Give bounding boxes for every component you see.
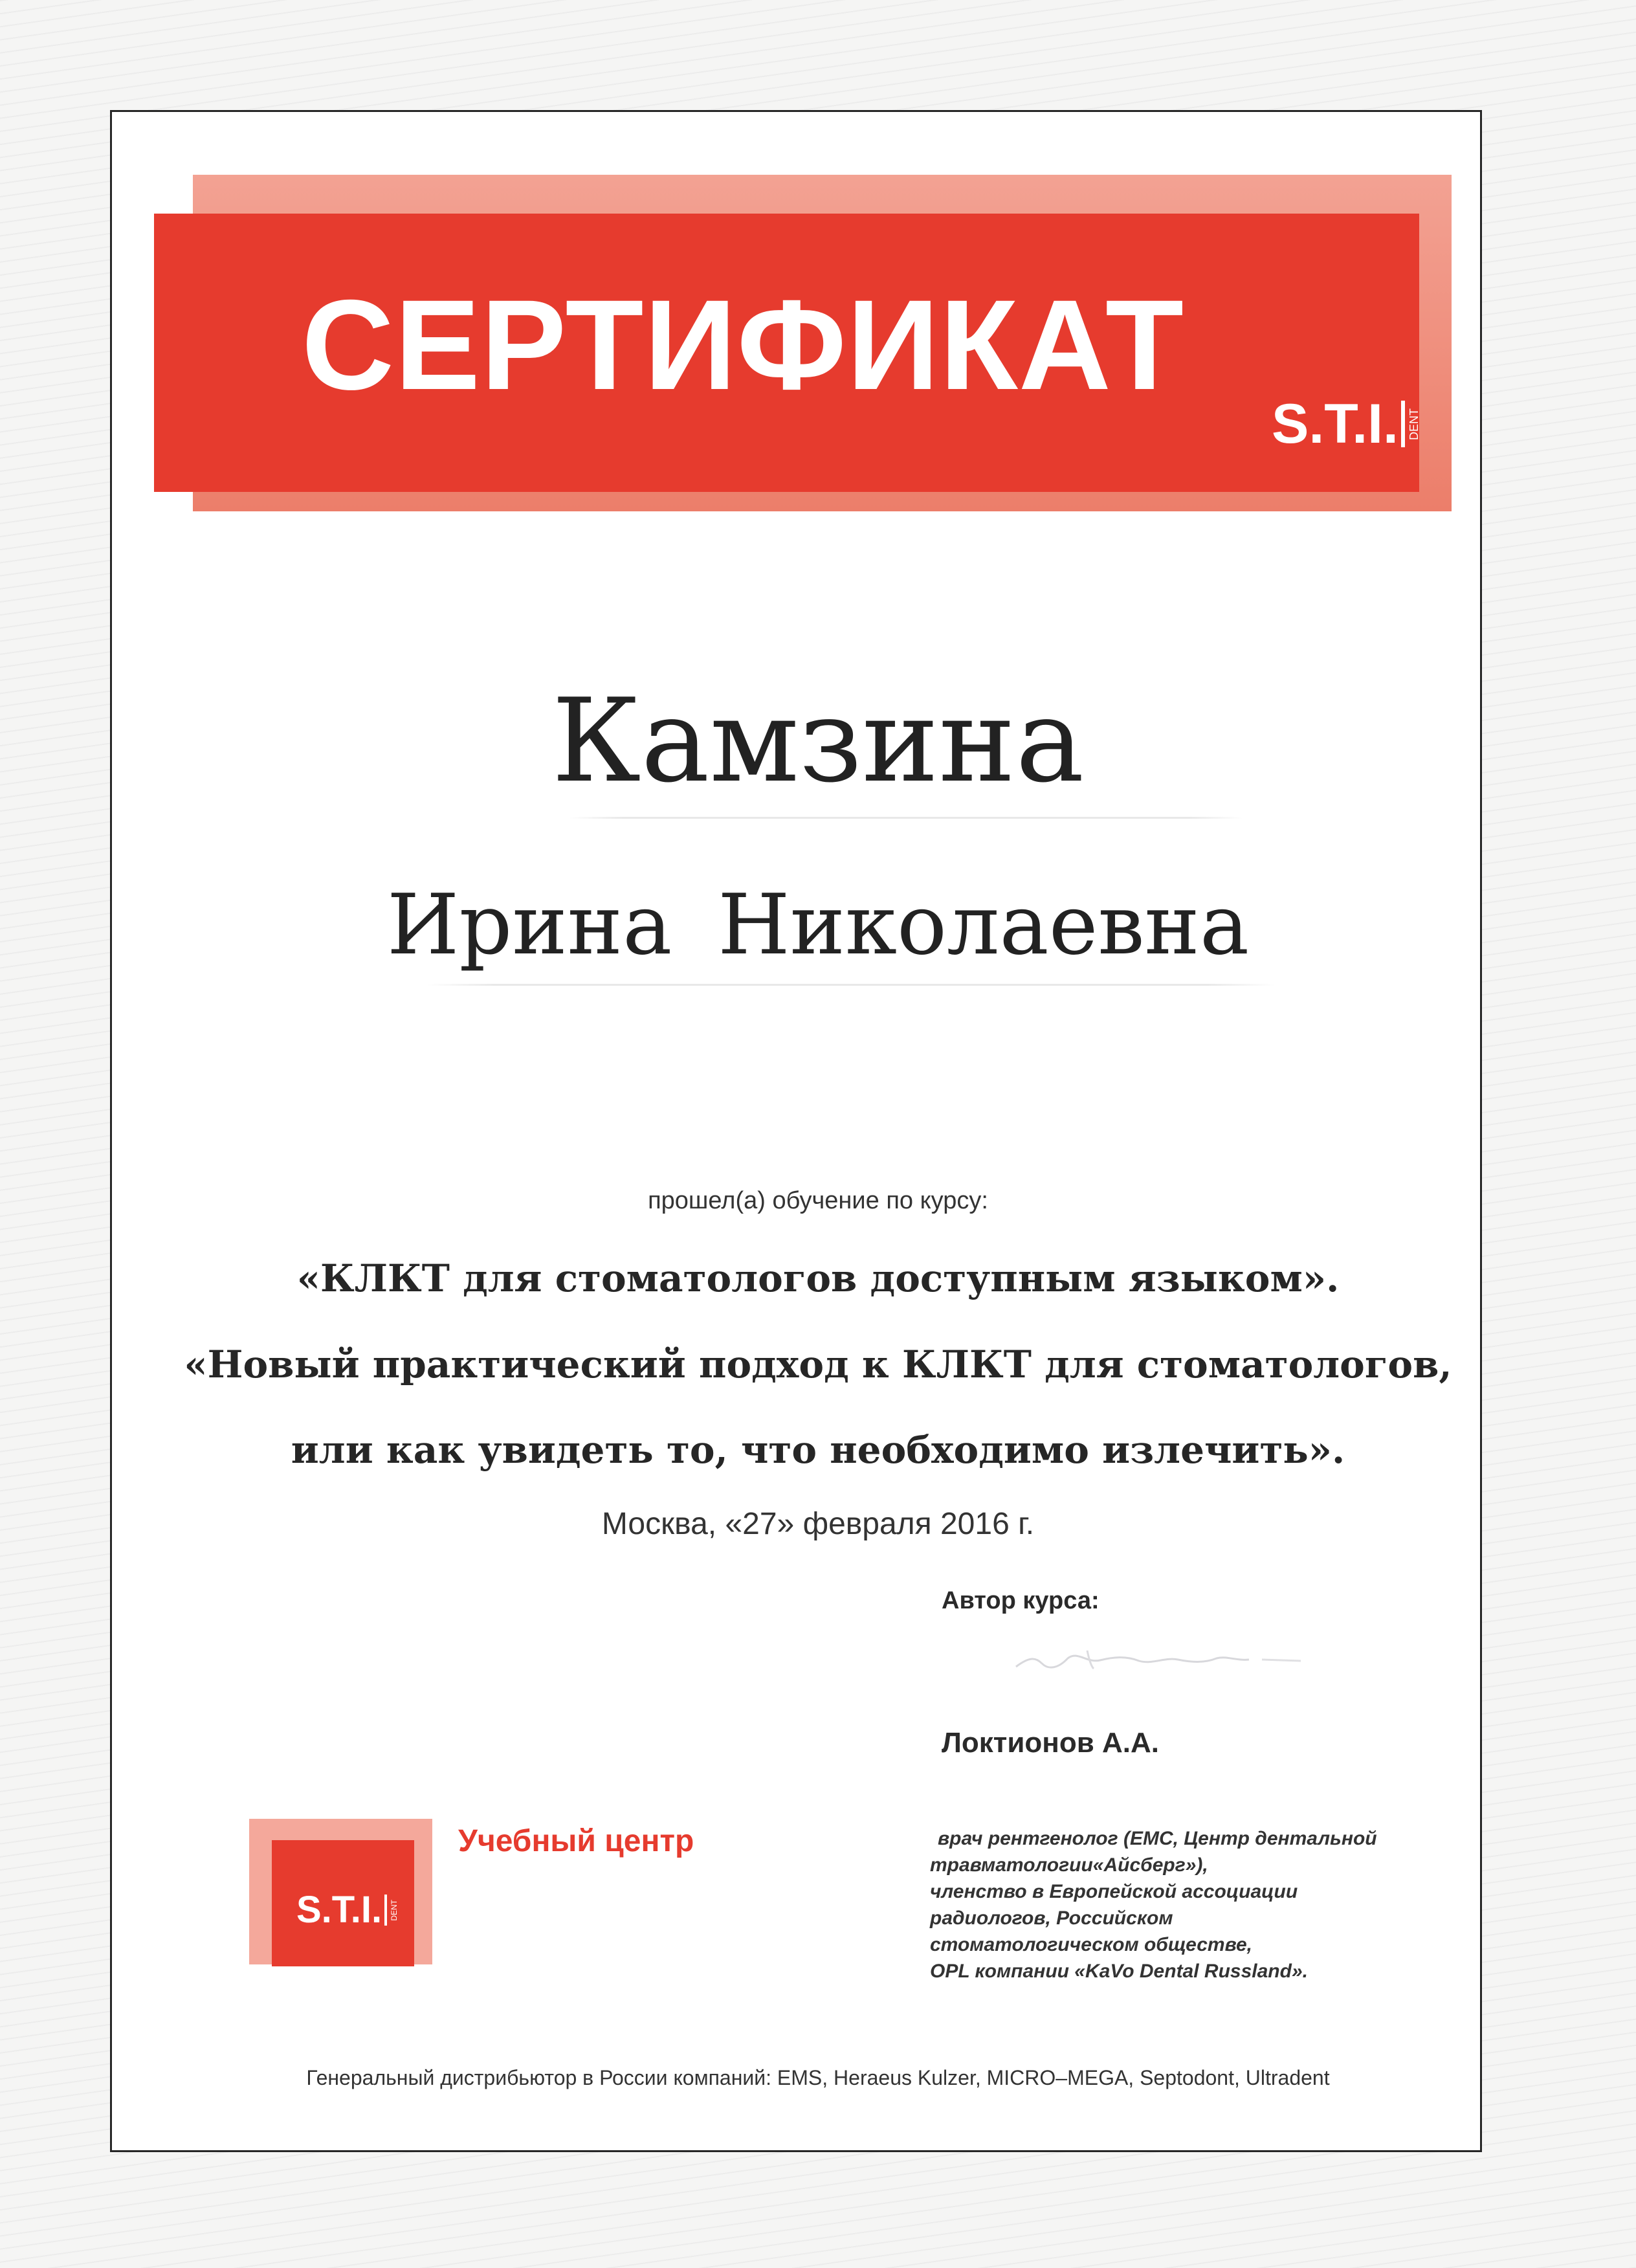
bio-line: членство в Европейской ассоциации	[930, 1881, 1298, 1902]
course-title-line-2: «Новый практический подход к КЛКТ для стоматологов,	[184, 1342, 1452, 1386]
bio-line: стоматологическом обществе,	[930, 1934, 1252, 1955]
place-and-date: Москва, «27» февраля 2016 г.	[601, 1507, 1035, 1541]
bio-line: травматологии«Айсберг»),	[930, 1854, 1208, 1876]
author-name: Локтионов А.А.	[942, 1727, 1159, 1759]
training-center-label: Учебный центр	[458, 1824, 694, 1858]
recipient-given-names: Ирина Николаевна	[386, 877, 1250, 973]
course-title-line-3: или как увидеть то, что необходимо излечить».	[291, 1428, 1345, 1472]
logo-dent-text: DENT	[1407, 408, 1420, 440]
author-bio	[930, 1825, 1461, 1984]
surname-underline	[569, 817, 1243, 819]
sti-logo-text: S.T.I.	[296, 1889, 382, 1931]
course-title-line-1: «КЛКТ для стоматологов доступным языком».	[296, 1256, 1340, 1300]
recipient-surname: Камзина	[551, 674, 1085, 808]
logo-divider	[384, 1895, 387, 1926]
bio-line: радиологов, Российском	[930, 1907, 1173, 1929]
sti-logo-text: S.T.I.	[1272, 393, 1398, 455]
bio-line: врач рентгенолог (EMC, Центр дентальной	[938, 1828, 1377, 1849]
course-intro: прошел(а) обучение по курсу:	[648, 1187, 988, 1214]
author-label: Автор курса:	[942, 1587, 1100, 1614]
logo-dent-text: DENT	[390, 1899, 399, 1921]
name-underline	[427, 984, 1275, 986]
distributor-footer: Генеральный дистрибьютор в России компаний: EMS, Heraeus Kulzer, MICRO–MEGA, Septodont, Ultradent	[306, 2066, 1330, 2089]
sti-logo	[1272, 392, 1421, 456]
training-center-logo	[296, 1887, 399, 1933]
certificate-title: СЕРТИФИКАТ	[302, 273, 1184, 416]
bio-line: OPL компании «KaVo Dental Russland».	[930, 1961, 1308, 1982]
author-signature	[938, 1631, 1327, 1683]
logo-divider	[1401, 401, 1405, 447]
